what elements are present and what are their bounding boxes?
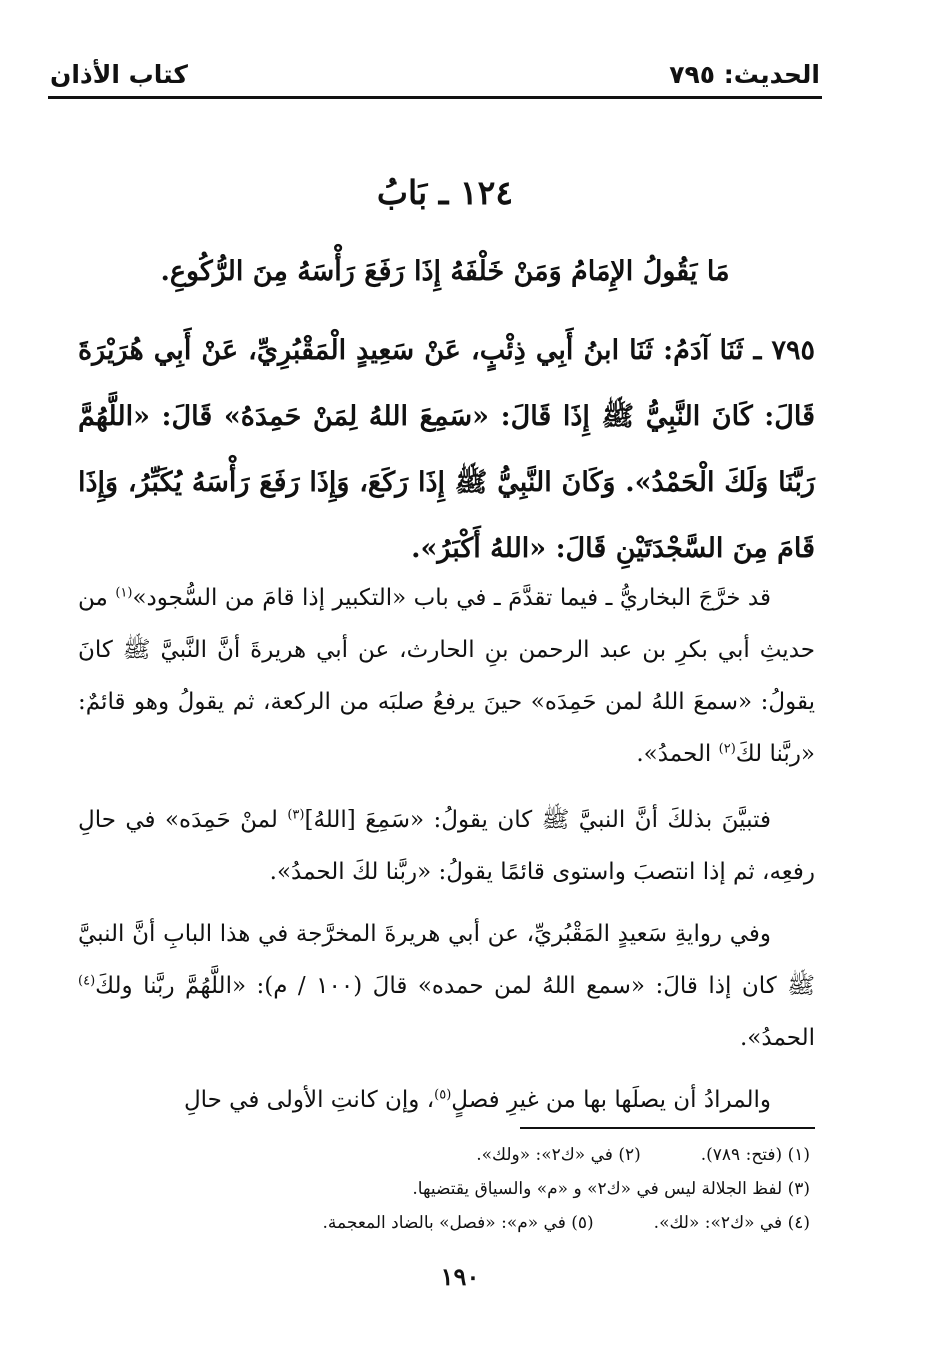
paragraph-text: والمرادُ أن يصلَها بها من غيرِ فصلٍ — [451, 1087, 771, 1113]
paragraph-text: من حديثِ أبي بكرِ بن عبد الرحمن بنِ الحارث، عن أبي هريرةَ أنَّ النَّبيَّ ﷺ كانَ يقولُ: «سمعَ اللهُ لمن حَمِدَه» حينَ يرفعُ صلبَه من الركعة، ثم يقولُ وهو قائمٌ: «ربَّنا لكَ — [78, 585, 815, 767]
footnote-row — [150, 1172, 810, 1206]
paragraph-text: الحمدُ». — [636, 741, 719, 767]
chapter-title: ١٢٤ ـ بَابُ — [376, 173, 514, 212]
paragraph-text: لمنْ حَمِدَه» في حالِ رفعِه، ثم إذا انتصبَ واستوى قائمًا يقولُ: «ربَّنا لكَ الحمدُ». — [78, 807, 815, 885]
footnote-ref: (٤) — [78, 973, 96, 989]
book-title: كتاب الأذان — [50, 59, 188, 89]
paragraph-text: ، وإن كانتِ الأولى في حالِ — [183, 1087, 435, 1113]
running-header — [50, 52, 820, 96]
footnote-ref: (١) — [115, 585, 133, 601]
footnote-2: (٢) في «ك٢»: «ولك». — [476, 1145, 641, 1165]
footnote-divider — [520, 1127, 815, 1129]
commentary-paragraph-2 — [78, 794, 815, 898]
paragraph-text: قد خرَّجَ البخاريُّ ـ فيما تقدَّمَ ـ في باب «التكبير إذا قامَ من السُّجود» — [132, 585, 771, 611]
paragraph-text: فتبيَّنَ بذلكَ أنَّ النبيَّ ﷺ كان يقولُ: «سَمِعَ [اللهُ] — [304, 807, 772, 833]
commentary-paragraph-1 — [78, 572, 815, 780]
header-divider — [48, 96, 822, 99]
footnote-ref: (٣) — [287, 807, 305, 823]
footnote-1: (١) (فتح: ٧٨٩). — [700, 1145, 810, 1165]
page-number: ١٩٠ — [440, 1262, 480, 1291]
footnotes — [150, 1138, 810, 1240]
paragraph-text: وفي روايةِ سَعيدٍ المَقْبُريِّ، عن أبي هريرةَ المخرَّجة في هذا البابِ أنَّ النبيَّ ﷺ كان إذا قالَ: «سمع اللهُ لمن حمده» قالَ (١٠٠ / م): «اللَّهُمَّ ربَّنا ولكَ — [78, 921, 815, 999]
footnote-row — [150, 1206, 810, 1240]
commentary-paragraph-4 — [78, 1074, 815, 1126]
footnote-3: (٣) لفظ الجلالة ليس في «ك٢» و «م» والسياق يقتضيها. — [412, 1179, 810, 1199]
footnote-ref: (٢) — [718, 741, 736, 757]
hadith-number-label: الحديث: ٧٩٥ — [669, 59, 820, 89]
chapter-subtitle: مَا يَقُولُ الإِمَامُ وَمَنْ خَلْفَهُ إِذَا رَفَعَ رَأْسَهُ مِنَ الرُّكُوعِ. — [160, 256, 730, 287]
commentary-paragraph-3 — [78, 908, 815, 1064]
footnote-ref: (٥) — [434, 1087, 452, 1103]
paragraph-text: الحمدُ». — [740, 1025, 815, 1051]
footnote-4: (٤) في «ك٢»: «لك». — [653, 1213, 810, 1233]
hadith-text: ٧٩٥ ـ ثَنَا آدَمُ: ثَنَا ابنُ أَبِي ذِئْبٍ، عَنْ سَعِيدٍ الْمَقْبُرِيِّ، عَنْ أَبِي هُرَيْرَةَ قَالَ: كَانَ النَّبِيُّ ﷺ إِذَا قَالَ: «سَمِعَ اللهُ لِمَنْ حَمِدَهُ» قَالَ: «اللَّهُمَّ رَبَّنَا وَلَكَ الْحَمْدُ». وَكَانَ النَّبِيُّ ﷺ إِذَا رَكَعَ، وَإِذَا رَفَعَ رَأْسَهُ يُكَبِّرُ، وَإِذَا قَامَ مِنَ السَّجْدَتَيْنِ قَالَ: «اللهُ أَكْبَرُ». — [78, 335, 815, 564]
footnote-5: (٥) في «م»: «فصل» بالضاد المعجمة. — [322, 1213, 594, 1233]
footnote-row — [150, 1138, 810, 1172]
